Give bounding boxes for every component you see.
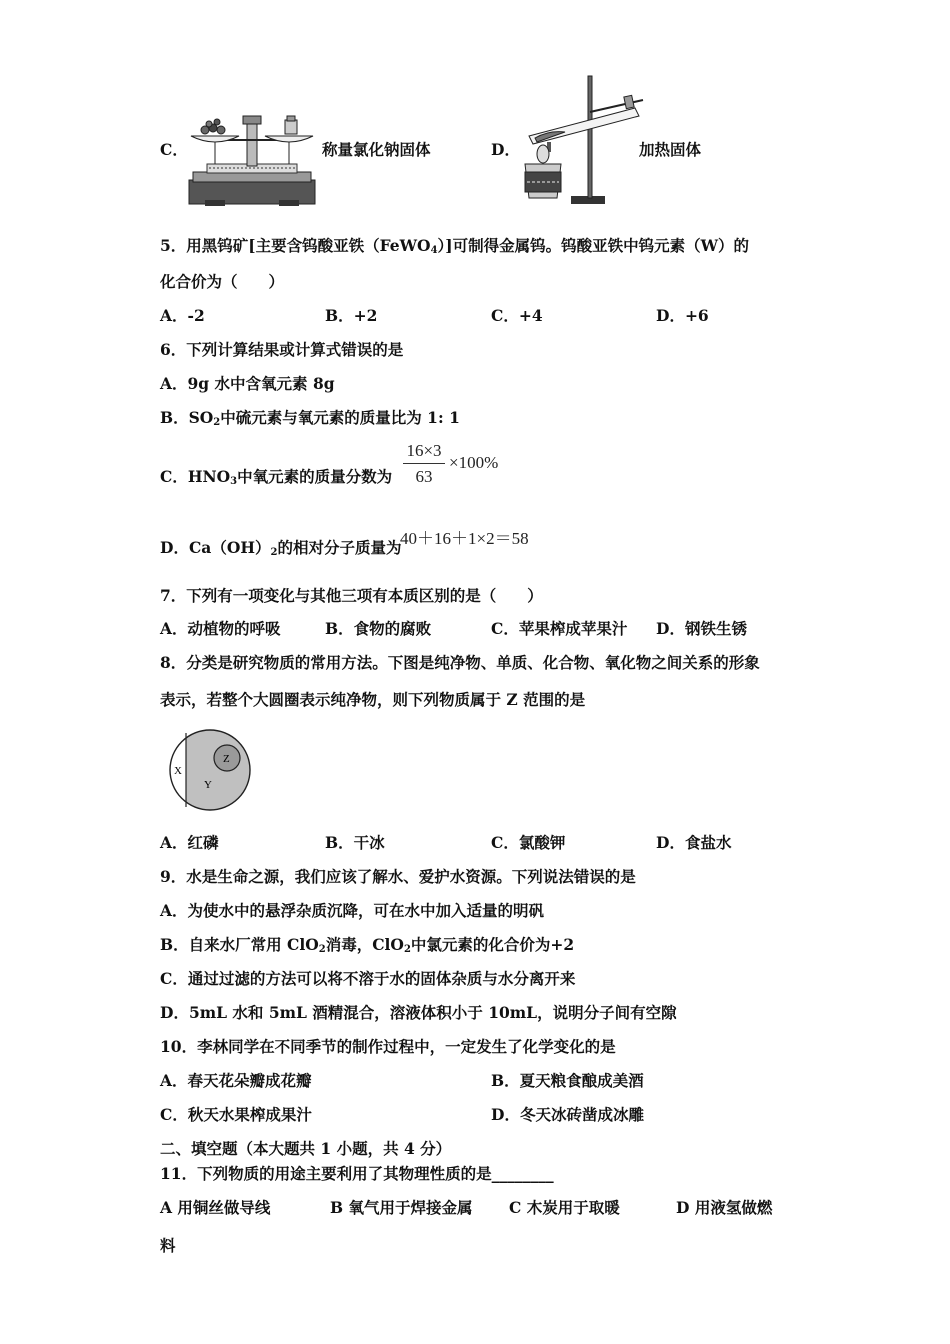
q9-b-sub2: 2 — [403, 944, 411, 955]
q5-stem-sub: 4 — [430, 245, 438, 256]
q8-option-d: D．食盐水 — [656, 833, 732, 852]
q9-stem: 9．水是生命之源，我们应该了解水、爱护水资源。下列说法错误的是 — [160, 867, 636, 886]
q9-b-post: 中氯元素的化合价为+2 — [410, 935, 575, 954]
q4-option-d-text: 加热固体 — [639, 140, 702, 159]
q9-b-pre: B．自来水厂常用 ClO — [160, 935, 319, 954]
q10-option-b: B．夏天粮食酿成美酒 — [491, 1071, 644, 1090]
q6-option-b — [160, 408, 460, 428]
q6-option-c — [160, 467, 392, 487]
q10-stem: 10．李林同学在不同季节的制作过程中，一定发生了化学变化的是 — [160, 1037, 616, 1056]
q5-option-d: D．+6 — [656, 306, 709, 325]
venn-label-z: Z — [223, 753, 230, 765]
venn-label-y: Y — [204, 779, 212, 791]
fraction-denominator: 63 — [415, 467, 433, 486]
q6-option-d — [160, 538, 401, 558]
q6-b-post: 中硫元素与氧元素的质量比为 1: 1 — [220, 408, 460, 427]
q8-option-b: B．干冰 — [325, 833, 385, 852]
fraction-percent: ×100% — [449, 453, 499, 472]
q7-stem: 7．下列有一项变化与其他三项有本质区别的是（ ） — [160, 586, 543, 605]
q6-c-pre: C．HNO — [160, 467, 231, 486]
q7-option-b: B．食物的腐败 — [325, 619, 432, 638]
q8-option-c: C．氯酸钾 — [491, 833, 566, 852]
q6-d-formula: 40＋16＋1×2＝58 — [400, 529, 529, 548]
balance-scale-illustration — [185, 110, 320, 210]
q5-option-a: A．-2 — [160, 306, 205, 325]
heating-apparatus-illustration — [515, 72, 645, 207]
q10-option-d: D．冬天冰砖凿成冰雕 — [491, 1105, 644, 1124]
q9-option-c: C．通过过滤的方法可以将不溶于水的固体杂质与水分离开来 — [160, 969, 576, 988]
q6-b-pre: B．SO — [160, 408, 214, 427]
q7-option-a: A．动植物的呼吸 — [160, 619, 281, 638]
q11-option-d: D 用液氢做燃 — [676, 1198, 773, 1217]
q9-option-d: D．5mL 水和 5mL 酒精混合，溶液体积小于 10mL，说明分子间有空隙 — [160, 1003, 677, 1022]
q9-option-b — [160, 935, 574, 955]
q11-stem: 11．下列物质的用途主要利用了其物理性质的是________ — [160, 1164, 554, 1183]
q8-option-a: A．红磷 — [160, 833, 219, 852]
q6-c-sub: 3 — [230, 476, 238, 487]
q6-d-pre: D．Ca（OH） — [160, 538, 271, 557]
q6-stem: 6．下列计算结果或计算式错误的是 — [160, 340, 404, 359]
section-heading: 二、填空题（本大题共 1 小题，共 4 分） — [160, 1139, 452, 1158]
q5-stem-line2: 化合价为（ ） — [160, 272, 285, 291]
q10-option-c: C．秋天水果榨成果汁 — [160, 1105, 312, 1124]
q9-b-mid: 消毒，ClO — [325, 935, 404, 954]
q5-stem-line1 — [160, 236, 749, 256]
q6-c-post: 中氧元素的质量分数为 — [237, 467, 393, 486]
q10-option-a: A．春天花朵瓣成花瓣 — [160, 1071, 312, 1090]
q9-b-sub1: 2 — [318, 944, 326, 955]
q7-option-d: D．钢铁生锈 — [656, 619, 747, 638]
q6-c-fraction — [401, 441, 511, 491]
q4-option-c-label: C． — [160, 140, 188, 159]
q7-option-c: C．苹果榨成苹果汁 — [491, 619, 628, 638]
q11-option-a: A 用铜丝做导线 — [160, 1198, 271, 1217]
q4-option-c-text: 称量氯化钠固体 — [322, 140, 431, 159]
fraction-numerator: 16×3 — [406, 441, 442, 460]
q11-option-c: C 木炭用于取暖 — [509, 1198, 620, 1217]
q5-stem-a: 5．用黑钨矿[主要含钨酸亚铁（FeWO — [160, 236, 431, 255]
q6-option-a: A．9g 水中含氧元素 8g — [160, 374, 335, 393]
q8-stem-line1: 8．分类是研究物质的常用方法。下图是纯净物、单质、化合物、氧化物之间关系的形象 — [160, 653, 760, 672]
q6-d-post: 的相对分子质量为 — [277, 538, 402, 557]
q8-stem-line2: 表示，若整个大圆圈表示纯净物，则下列物质属于 Z 范围的是 — [160, 690, 586, 709]
q5-option-c: C．+4 — [491, 306, 543, 325]
q6-b-sub: 2 — [213, 417, 221, 428]
classification-venn-diagram — [164, 724, 256, 816]
q11-option-d-wrap: 料 — [160, 1236, 176, 1255]
q5-option-b: B．+2 — [325, 306, 378, 325]
q4-option-d-label: D． — [491, 140, 520, 159]
q11-option-b: B 氧气用于焊接金属 — [330, 1198, 473, 1217]
venn-label-x: X — [174, 765, 182, 777]
fraction-bar — [403, 463, 445, 464]
q9-option-a: A．为使水中的悬浮杂质沉降，可在水中加入适量的明矾 — [160, 901, 545, 920]
q5-stem-b: ）]可制得金属钨。钨酸亚铁中钨元素（W）的 — [437, 236, 750, 255]
q6-d-sub: 2 — [270, 547, 278, 558]
